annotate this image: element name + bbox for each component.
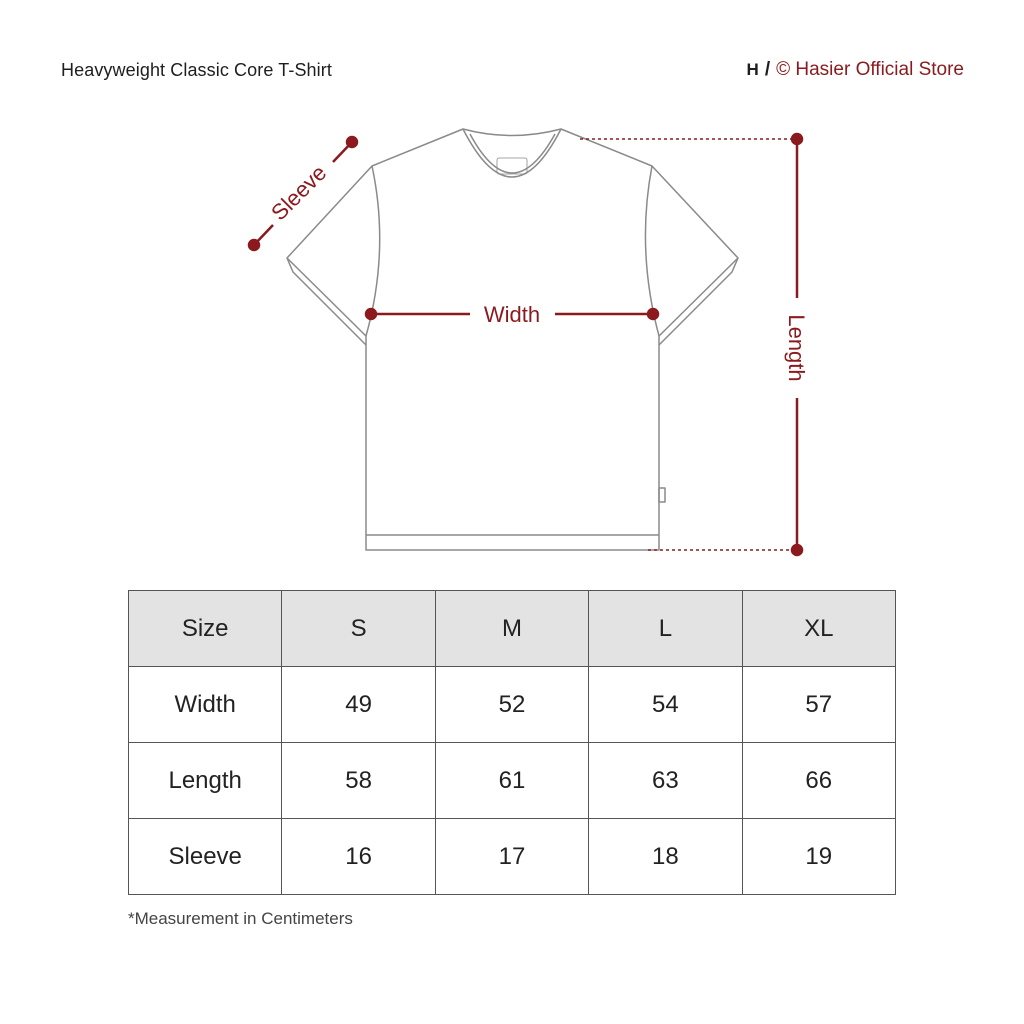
header-cell: XL: [742, 591, 895, 667]
table-row: [129, 667, 896, 743]
length-label: Length: [784, 314, 809, 382]
brand-logo-icon: H: [746, 60, 759, 79]
length-measure: [580, 134, 802, 555]
tshirt-outline-icon: [287, 129, 738, 550]
table-cell: 58: [282, 743, 435, 819]
store-name: © Hasier Official Store: [776, 59, 964, 80]
row-label: Length: [129, 743, 282, 819]
table-cell: 19: [742, 819, 895, 895]
table-cell: 16: [282, 819, 435, 895]
page-title: Heavyweight Classic Core T-Shirt: [61, 60, 332, 80]
measurement-note: *Measurement in Centimeters: [128, 909, 353, 928]
table-cell: 57: [742, 667, 895, 743]
table-cell: 18: [589, 819, 742, 895]
table-cell: 61: [435, 743, 588, 819]
row-label: Sleeve: [129, 819, 282, 895]
table-cell: 49: [282, 667, 435, 743]
width-label: Width: [483, 302, 541, 327]
size-chart-table: [128, 590, 896, 895]
brand-separator: /: [764, 59, 771, 80]
table-cell: 66: [742, 743, 895, 819]
header-cell: M: [435, 591, 588, 667]
table-row: [129, 743, 896, 819]
table-cell: 63: [589, 743, 742, 819]
table-cell: 52: [435, 667, 588, 743]
table-header-row: [129, 591, 896, 667]
table-row: [129, 819, 896, 895]
row-label: Width: [129, 667, 282, 743]
table-cell: 54: [589, 667, 742, 743]
table-cell: 17: [435, 819, 588, 895]
sleeve-label: Sleeve: [266, 160, 332, 226]
header-cell: Size: [129, 591, 282, 667]
header-cell: L: [589, 591, 742, 667]
header-cell: S: [282, 591, 435, 667]
